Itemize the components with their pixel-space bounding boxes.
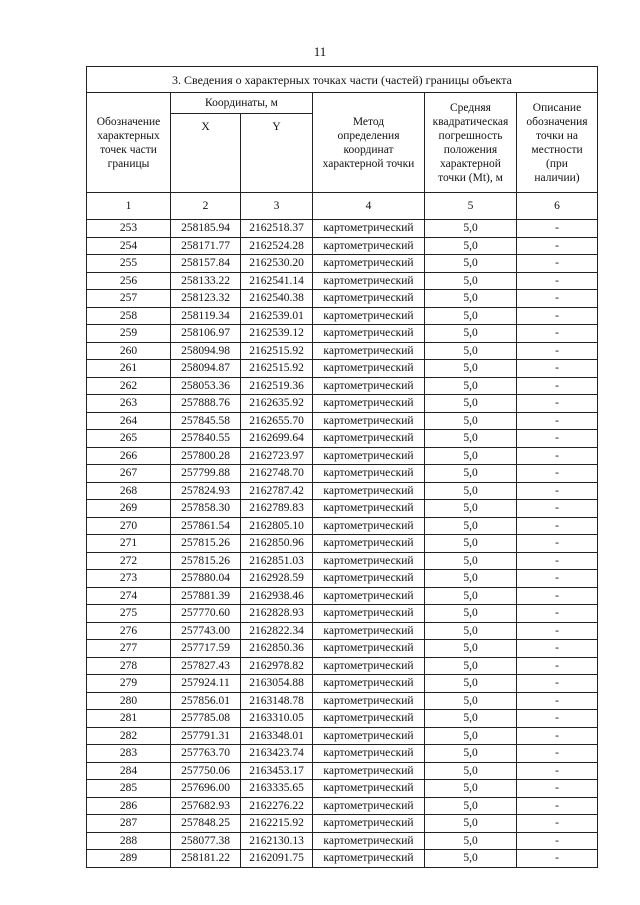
mean-error: 5,0 — [425, 220, 517, 238]
method: картометрический — [313, 307, 425, 325]
point-description: - — [517, 342, 598, 360]
point-description: - — [517, 832, 598, 850]
point-number: 263 — [87, 395, 171, 413]
header-method — [313, 93, 425, 193]
coord-y: 2163054.88 — [241, 675, 313, 693]
point-number: 271 — [87, 535, 171, 553]
mean-error: 5,0 — [425, 552, 517, 570]
method: картометрический — [313, 482, 425, 500]
coord-x: 257696.00 — [171, 780, 241, 798]
table-row — [87, 307, 598, 325]
point-number: 273 — [87, 570, 171, 588]
coord-x: 257827.43 — [171, 657, 241, 675]
coord-x: 257858.30 — [171, 500, 241, 518]
table-row — [87, 325, 598, 343]
method: картометрический — [313, 710, 425, 728]
method: картометрический — [313, 622, 425, 640]
coord-y: 2162723.97 — [241, 447, 313, 465]
method: картометрический — [313, 325, 425, 343]
point-number: 254 — [87, 237, 171, 255]
point-description: - — [517, 727, 598, 745]
coord-x: 258123.32 — [171, 290, 241, 308]
mean-error: 5,0 — [425, 570, 517, 588]
point-description: - — [517, 587, 598, 605]
coord-x: 257848.25 — [171, 815, 241, 833]
point-number: 278 — [87, 657, 171, 675]
coord-y: 2162822.34 — [241, 622, 313, 640]
point-description: - — [517, 465, 598, 483]
method: картометрический — [313, 465, 425, 483]
point-number: 274 — [87, 587, 171, 605]
table-row — [87, 412, 598, 430]
method: картометрический — [313, 570, 425, 588]
table-row — [87, 220, 598, 238]
coord-x: 258181.22 — [171, 850, 241, 868]
coord-x: 258171.77 — [171, 237, 241, 255]
table-row — [87, 535, 598, 553]
table-row — [87, 570, 598, 588]
point-description: - — [517, 237, 598, 255]
point-number: 258 — [87, 307, 171, 325]
point-description: - — [517, 377, 598, 395]
point-number: 260 — [87, 342, 171, 360]
method: картометрический — [313, 692, 425, 710]
point-description: - — [517, 255, 598, 273]
coord-y: 2162805.10 — [241, 517, 313, 535]
point-description: - — [517, 762, 598, 780]
method: картометрический — [313, 377, 425, 395]
point-number: 280 — [87, 692, 171, 710]
mean-error: 5,0 — [425, 710, 517, 728]
table-row — [87, 815, 598, 833]
mean-error: 5,0 — [425, 815, 517, 833]
mean-error: 5,0 — [425, 465, 517, 483]
mean-error: 5,0 — [425, 255, 517, 273]
header-line: точки на — [536, 129, 578, 142]
coord-y: 2162539.01 — [241, 307, 313, 325]
coord-y: 2162530.20 — [241, 255, 313, 273]
point-description: - — [517, 675, 598, 693]
coord-y: 2162515.92 — [241, 342, 313, 360]
mean-error: 5,0 — [425, 622, 517, 640]
table-row — [87, 447, 598, 465]
point-number: 268 — [87, 482, 171, 500]
coord-x: 257799.88 — [171, 465, 241, 483]
point-description: - — [517, 622, 598, 640]
point-description: - — [517, 220, 598, 238]
method: картометрический — [313, 290, 425, 308]
table-row — [87, 272, 598, 290]
mean-error: 5,0 — [425, 395, 517, 413]
mean-error: 5,0 — [425, 762, 517, 780]
coord-x: 258094.98 — [171, 342, 241, 360]
method: картометрический — [313, 797, 425, 815]
coord-y: 2162699.64 — [241, 430, 313, 448]
coord-y: 2162851.03 — [241, 552, 313, 570]
mean-error: 5,0 — [425, 237, 517, 255]
coord-y: 2163310.05 — [241, 710, 313, 728]
mean-error: 5,0 — [425, 517, 517, 535]
method: картометрический — [313, 815, 425, 833]
header-line: Средняя — [450, 101, 491, 114]
table-row — [87, 360, 598, 378]
table-row — [87, 692, 598, 710]
header-y: Y — [241, 114, 313, 193]
coord-y: 2162787.42 — [241, 482, 313, 500]
point-description: - — [517, 640, 598, 658]
point-number: 259 — [87, 325, 171, 343]
header-description — [517, 93, 598, 193]
method: картометрический — [313, 832, 425, 850]
column-number: 1 — [87, 193, 171, 220]
coord-x: 258157.84 — [171, 255, 241, 273]
mean-error: 5,0 — [425, 797, 517, 815]
point-number: 256 — [87, 272, 171, 290]
mean-error: 5,0 — [425, 535, 517, 553]
point-number: 279 — [87, 675, 171, 693]
mean-error: 5,0 — [425, 780, 517, 798]
table-row — [87, 780, 598, 798]
mean-error: 5,0 — [425, 832, 517, 850]
header-line: погрешность — [438, 129, 503, 142]
header-line: характерной — [440, 157, 501, 170]
point-number: 265 — [87, 430, 171, 448]
header-line: квадратическая — [432, 115, 509, 128]
mean-error: 5,0 — [425, 745, 517, 763]
method: картометрический — [313, 360, 425, 378]
coord-y: 2162539.12 — [241, 325, 313, 343]
mean-error: 5,0 — [425, 412, 517, 430]
table-row — [87, 710, 598, 728]
table-row — [87, 342, 598, 360]
coord-y: 2162978.82 — [241, 657, 313, 675]
mean-error: 5,0 — [425, 342, 517, 360]
table-row — [87, 727, 598, 745]
coord-y: 2162928.59 — [241, 570, 313, 588]
coord-y: 2162515.92 — [241, 360, 313, 378]
coord-x: 257856.01 — [171, 692, 241, 710]
point-description: - — [517, 325, 598, 343]
method: картометрический — [313, 517, 425, 535]
point-description: - — [517, 692, 598, 710]
coord-x: 258133.22 — [171, 272, 241, 290]
point-description: - — [517, 412, 598, 430]
coord-y: 2162519.36 — [241, 377, 313, 395]
method: картометрический — [313, 237, 425, 255]
method: картометрический — [313, 447, 425, 465]
point-number: 281 — [87, 710, 171, 728]
point-number: 285 — [87, 780, 171, 798]
header-designation — [87, 93, 171, 193]
column-number: 5 — [425, 193, 517, 220]
point-description: - — [517, 815, 598, 833]
column-number: 4 — [313, 193, 425, 220]
point-number: 261 — [87, 360, 171, 378]
coord-x: 257750.06 — [171, 762, 241, 780]
header-line: точки (Mt), м — [438, 171, 503, 184]
coord-x: 257824.93 — [171, 482, 241, 500]
header-coordinates: Координаты, м — [171, 93, 313, 114]
method: картометрический — [313, 640, 425, 658]
coord-y: 2163348.01 — [241, 727, 313, 745]
coord-x: 257924.11 — [171, 675, 241, 693]
coord-y: 2162938.46 — [241, 587, 313, 605]
coord-y: 2162828.93 — [241, 605, 313, 623]
table-row — [87, 500, 598, 518]
table-row — [87, 290, 598, 308]
coord-x: 257743.00 — [171, 622, 241, 640]
method: картометрический — [313, 745, 425, 763]
mean-error: 5,0 — [425, 640, 517, 658]
mean-error: 5,0 — [425, 692, 517, 710]
point-number: 270 — [87, 517, 171, 535]
coord-x: 257840.55 — [171, 430, 241, 448]
method: картометрический — [313, 430, 425, 448]
table-row — [87, 430, 598, 448]
point-description: - — [517, 710, 598, 728]
point-description: - — [517, 272, 598, 290]
header-line: характерных — [97, 129, 160, 142]
table-row — [87, 762, 598, 780]
point-description: - — [517, 395, 598, 413]
point-number: 282 — [87, 727, 171, 745]
mean-error: 5,0 — [425, 325, 517, 343]
point-description: - — [517, 535, 598, 553]
table-row — [87, 377, 598, 395]
coord-y: 2162130.13 — [241, 832, 313, 850]
coord-x: 258106.97 — [171, 325, 241, 343]
coord-x: 258053.36 — [171, 377, 241, 395]
header-line: положения — [443, 143, 498, 156]
point-number: 266 — [87, 447, 171, 465]
mean-error: 5,0 — [425, 657, 517, 675]
point-description: - — [517, 745, 598, 763]
coord-x: 257785.08 — [171, 710, 241, 728]
coord-y: 2162748.70 — [241, 465, 313, 483]
method: картометрический — [313, 255, 425, 273]
point-number: 284 — [87, 762, 171, 780]
table-row — [87, 587, 598, 605]
coord-x: 257888.76 — [171, 395, 241, 413]
method: картометрический — [313, 552, 425, 570]
header-line: точек части — [100, 143, 157, 156]
method: картометрический — [313, 605, 425, 623]
table-row — [87, 850, 598, 868]
point-number: 264 — [87, 412, 171, 430]
point-number: 257 — [87, 290, 171, 308]
coord-y: 2162541.14 — [241, 272, 313, 290]
coord-y: 2162215.92 — [241, 815, 313, 833]
mean-error: 5,0 — [425, 430, 517, 448]
point-description: - — [517, 657, 598, 675]
coord-y: 2162635.92 — [241, 395, 313, 413]
header-line: местности — [531, 143, 583, 156]
mean-error: 5,0 — [425, 727, 517, 745]
page-number: 11 — [313, 44, 327, 59]
point-description: - — [517, 517, 598, 535]
method: картометрический — [313, 657, 425, 675]
coord-y: 2163453.17 — [241, 762, 313, 780]
table-row — [87, 255, 598, 273]
coord-x: 257682.93 — [171, 797, 241, 815]
coord-x: 257815.26 — [171, 552, 241, 570]
coord-y: 2162789.83 — [241, 500, 313, 518]
point-description: - — [517, 850, 598, 868]
table-row — [87, 622, 598, 640]
point-number: 287 — [87, 815, 171, 833]
point-number: 288 — [87, 832, 171, 850]
table-row — [87, 797, 598, 815]
coord-y: 2163335.65 — [241, 780, 313, 798]
coord-x: 257881.39 — [171, 587, 241, 605]
table-row — [87, 675, 598, 693]
coord-x: 257791.31 — [171, 727, 241, 745]
mean-error: 5,0 — [425, 587, 517, 605]
method: картометрический — [313, 395, 425, 413]
point-number: 289 — [87, 850, 171, 868]
method: картометрический — [313, 727, 425, 745]
coord-x: 258077.38 — [171, 832, 241, 850]
table-row — [87, 482, 598, 500]
table-row — [87, 237, 598, 255]
mean-error: 5,0 — [425, 482, 517, 500]
point-description: - — [517, 797, 598, 815]
coord-y: 2163423.74 — [241, 745, 313, 763]
point-description: - — [517, 430, 598, 448]
header-line: координат — [343, 143, 394, 156]
table-row — [87, 465, 598, 483]
coord-x: 257717.59 — [171, 640, 241, 658]
table-row — [87, 552, 598, 570]
table-row — [87, 395, 598, 413]
coord-x: 257880.04 — [171, 570, 241, 588]
method: картометрический — [313, 500, 425, 518]
column-number: 2 — [171, 193, 241, 220]
coord-y: 2162850.96 — [241, 535, 313, 553]
method: картометрический — [313, 342, 425, 360]
point-description: - — [517, 290, 598, 308]
column-number: 6 — [517, 193, 598, 220]
point-description: - — [517, 360, 598, 378]
header-line: Описание — [532, 101, 582, 114]
table-row — [87, 832, 598, 850]
point-number: 262 — [87, 377, 171, 395]
coord-y: 2162276.22 — [241, 797, 313, 815]
mean-error: 5,0 — [425, 290, 517, 308]
point-number: 283 — [87, 745, 171, 763]
coord-y: 2162518.37 — [241, 220, 313, 238]
method: картометрический — [313, 675, 425, 693]
mean-error: 5,0 — [425, 850, 517, 868]
table-row — [87, 657, 598, 675]
point-number: 269 — [87, 500, 171, 518]
column-number: 3 — [241, 193, 313, 220]
table-row — [87, 605, 598, 623]
coord-y: 2163148.78 — [241, 692, 313, 710]
header-x: X — [171, 114, 241, 193]
coord-y: 2162850.36 — [241, 640, 313, 658]
coord-x: 258119.34 — [171, 307, 241, 325]
point-description: - — [517, 605, 598, 623]
coord-y: 2162655.70 — [241, 412, 313, 430]
header-line: характерной точки — [322, 157, 415, 170]
mean-error: 5,0 — [425, 500, 517, 518]
point-description: - — [517, 570, 598, 588]
header-line: Метод — [352, 115, 385, 128]
mean-error: 5,0 — [425, 675, 517, 693]
coord-x: 257861.54 — [171, 517, 241, 535]
point-number: 277 — [87, 640, 171, 658]
point-description: - — [517, 780, 598, 798]
mean-error: 5,0 — [425, 377, 517, 395]
point-number: 275 — [87, 605, 171, 623]
coord-x: 257800.28 — [171, 447, 241, 465]
point-number: 267 — [87, 465, 171, 483]
mean-error: 5,0 — [425, 605, 517, 623]
point-description: - — [517, 307, 598, 325]
header-line: наличии) — [534, 171, 580, 184]
mean-error: 5,0 — [425, 447, 517, 465]
coord-y: 2162540.38 — [241, 290, 313, 308]
column-numbers-row — [87, 193, 598, 220]
coord-y: 2162524.28 — [241, 237, 313, 255]
coord-x: 258185.94 — [171, 220, 241, 238]
coord-y: 2162091.75 — [241, 850, 313, 868]
header-line: определения — [337, 129, 400, 142]
method: картометрический — [313, 850, 425, 868]
mean-error: 5,0 — [425, 307, 517, 325]
header-line: обозначения — [526, 115, 588, 128]
method: картометрический — [313, 535, 425, 553]
header-line: (при — [546, 157, 568, 170]
table-row — [87, 640, 598, 658]
point-number: 276 — [87, 622, 171, 640]
point-description: - — [517, 482, 598, 500]
method: картометрический — [313, 220, 425, 238]
coord-x: 257845.58 — [171, 412, 241, 430]
point-number: 253 — [87, 220, 171, 238]
boundary-points-table — [86, 66, 598, 868]
method: картометрический — [313, 587, 425, 605]
method: картометрический — [313, 762, 425, 780]
point-description: - — [517, 500, 598, 518]
point-number: 286 — [87, 797, 171, 815]
method: картометрический — [313, 272, 425, 290]
header-line: Обозначение — [96, 115, 161, 128]
coord-x: 258094.87 — [171, 360, 241, 378]
method: картометрический — [313, 412, 425, 430]
coord-x: 257815.26 — [171, 535, 241, 553]
coord-x: 257770.60 — [171, 605, 241, 623]
point-description: - — [517, 552, 598, 570]
mean-error: 5,0 — [425, 272, 517, 290]
table-row — [87, 517, 598, 535]
point-number: 272 — [87, 552, 171, 570]
coord-x: 257763.70 — [171, 745, 241, 763]
point-description: - — [517, 447, 598, 465]
header-line: границы — [107, 157, 150, 170]
section-title: 3. Сведения о характерных точках части (частей) границы объекта — [87, 67, 598, 93]
mean-error: 5,0 — [425, 360, 517, 378]
header-error — [425, 93, 517, 193]
point-number: 255 — [87, 255, 171, 273]
table-row — [87, 745, 598, 763]
method: картометрический — [313, 780, 425, 798]
